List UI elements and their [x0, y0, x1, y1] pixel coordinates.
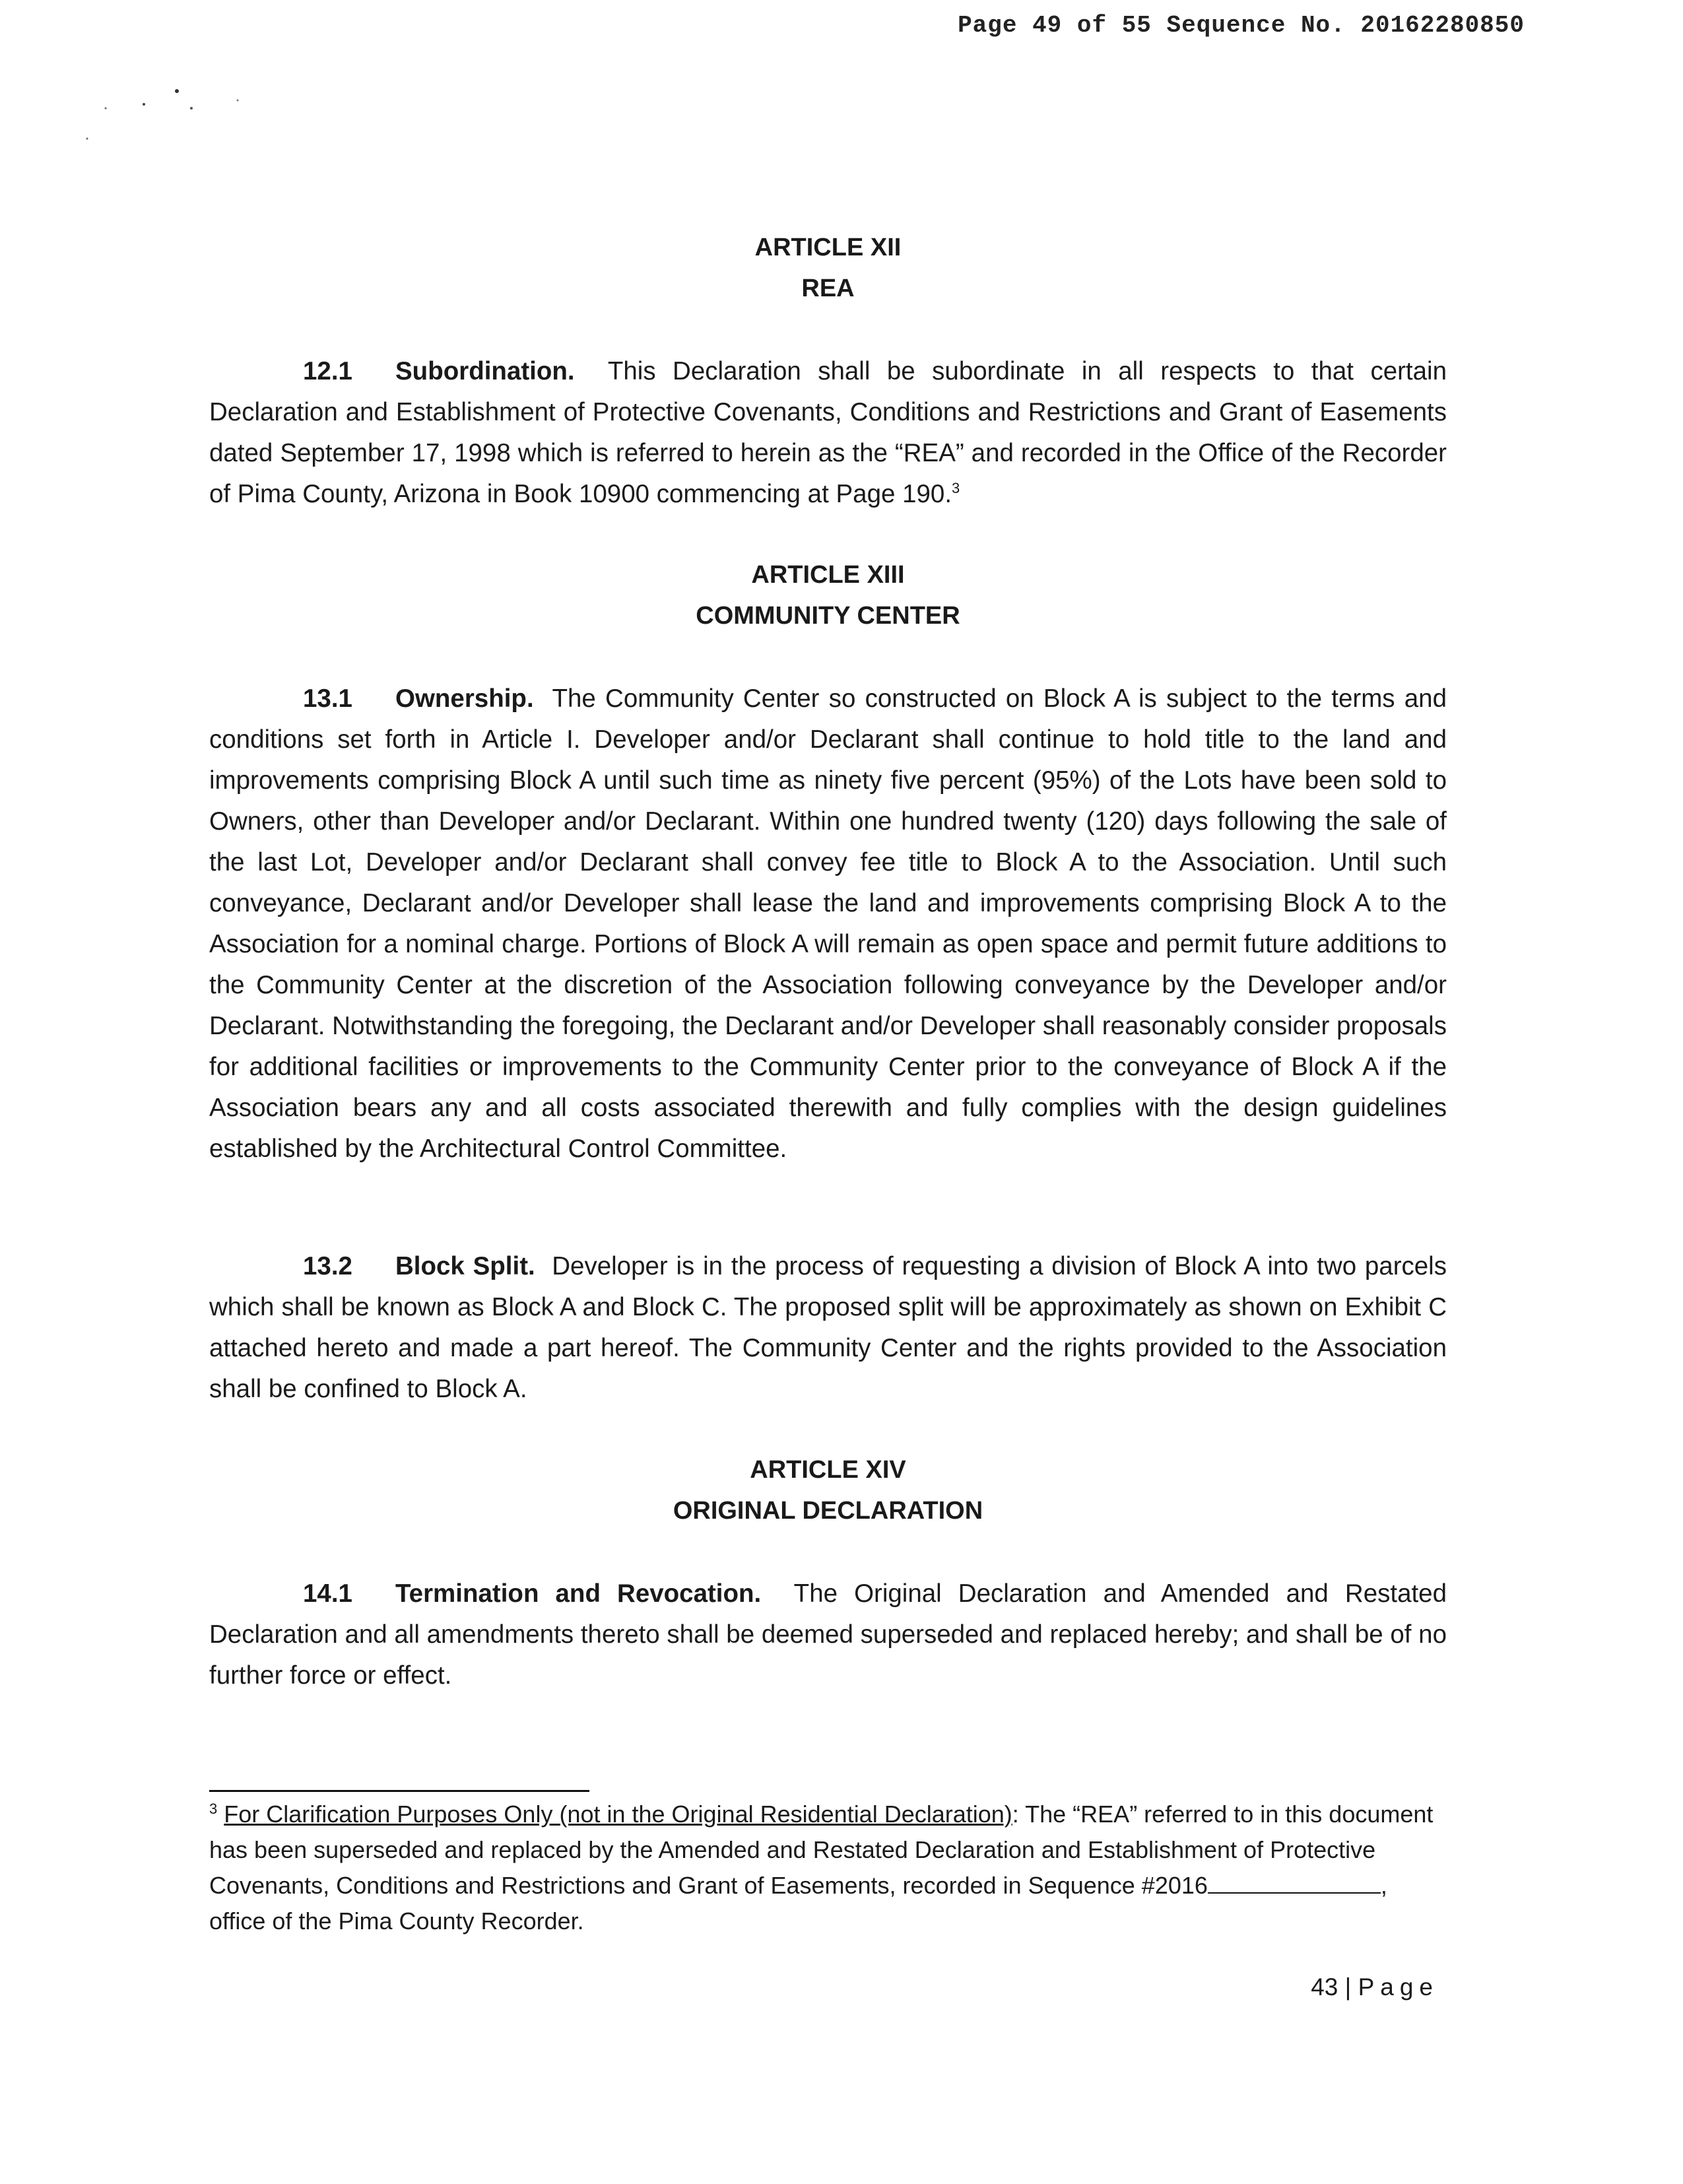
section-title: Termination and Revocation.	[395, 1579, 762, 1608]
blank-line	[1208, 1872, 1381, 1894]
page-number	[1311, 1973, 1439, 2001]
footnote-lead: For Clarification Purposes Only (not in the Original Residential Declaration)	[224, 1801, 1012, 1828]
section-text: The Original Declaration and Amended and Restated Declaration and all amendments thereto shall be deemed superseded and replaced hereby; and shall be of no further force or effect.	[209, 1579, 1447, 1690]
footnote	[209, 1797, 1447, 1939]
page-word: Page	[1358, 1973, 1439, 2001]
section-14-1	[209, 1573, 1447, 1696]
article-xiv-heading	[209, 1449, 1447, 1531]
section-text: This Declaration shall be subordinate in all respects to that certain Declaration and Establishment of Protective Covenants, Conditions and Restrictions and Grant of Easements dated September 17, 1998 which is referred to herein as the “REA” and recorded in the Office of the Recorder of Pima County, Arizona in Book 10900 commencing at Page 190.	[209, 357, 1447, 508]
footnote-divider	[209, 1790, 589, 1792]
section-text: Developer is in the process of requesting a division of Block A into two parcels which shall be known as Block A and Block C. The proposed split will be approximately as shown on Exhibit C attached hereto and made a part hereof. The Community Center and the rights provided to the Association shall be confined to Block A.	[209, 1252, 1447, 1403]
section-12-1	[209, 351, 1447, 515]
recording-stamp: Page 49 of 55 Sequence No. 20162280850	[958, 12, 1525, 39]
article-xiii-heading	[209, 554, 1447, 636]
page-number-value: 43	[1311, 1973, 1338, 2001]
article-label: ARTICLE XIII	[751, 561, 905, 589]
article-title: REA	[801, 275, 855, 302]
article-xii-heading	[209, 227, 1447, 309]
footnote-reference: 3	[952, 480, 960, 497]
footnote-marker: 3	[209, 1801, 218, 1817]
article-title: ORIGINAL DECLARATION	[673, 1497, 983, 1525]
article-label: ARTICLE XIV	[750, 1456, 906, 1484]
article-title: COMMUNITY CENTER	[696, 602, 960, 630]
section-title: Block Split.	[395, 1252, 535, 1280]
section-text: The Community Center so constructed on Block A is subject to the terms and conditions set forth in Article I. Developer and/or Declarant shall continue to hold title to the land and improvements comprising Block A until such time as ninety five percent (95%) of the Lots have been sold to Owners, other than Developer and/or Declarant. Within one hundred twenty (120) days following the sale of the last Lot, Developer and/or Declarant shall convey fee title to Block A to the Association. Until such conveyance, Declarant and/or Developer shall lease the land and improvements comprising Block A to the Association for a nominal charge. Portions of Block A will remain as open space and permit future additions to the Community Center at the discretion of the Association following conveyance by the Developer and/or Declarant. Notwithstanding the foregoing, the Declarant and/or Developer shall reasonably consider proposals for additional facilities or improvements to the Community Center prior to the conveyance of Block A if the Association bears any and all costs associated therewith and fully complies with the design guidelines established by the Architectural Control Committee.	[209, 684, 1447, 1163]
section-13-2	[209, 1246, 1447, 1410]
section-13-1	[209, 678, 1447, 1170]
section-number: 14.1	[303, 1579, 352, 1608]
page-number-separator: |	[1344, 1973, 1352, 2001]
section-title: Ownership.	[395, 684, 534, 713]
footnote-text: : The “REA” referred to in this document has been superseded and replaced by the Amended and Restated Declaration and Establishment of Protective Covenants, Conditions and Restrictions and Grant of Easements, recorded in Sequence #2016	[209, 1801, 1434, 1899]
section-number: 12.1	[303, 357, 352, 385]
section-number: 13.2	[303, 1252, 352, 1280]
footnote-text-end: , office of the Pima County Recorder.	[209, 1872, 1387, 1935]
article-label: ARTICLE XII	[754, 234, 902, 261]
section-number: 13.1	[303, 684, 352, 713]
scan-specks	[0, 0, 264, 158]
section-title: Subordination.	[395, 357, 575, 385]
